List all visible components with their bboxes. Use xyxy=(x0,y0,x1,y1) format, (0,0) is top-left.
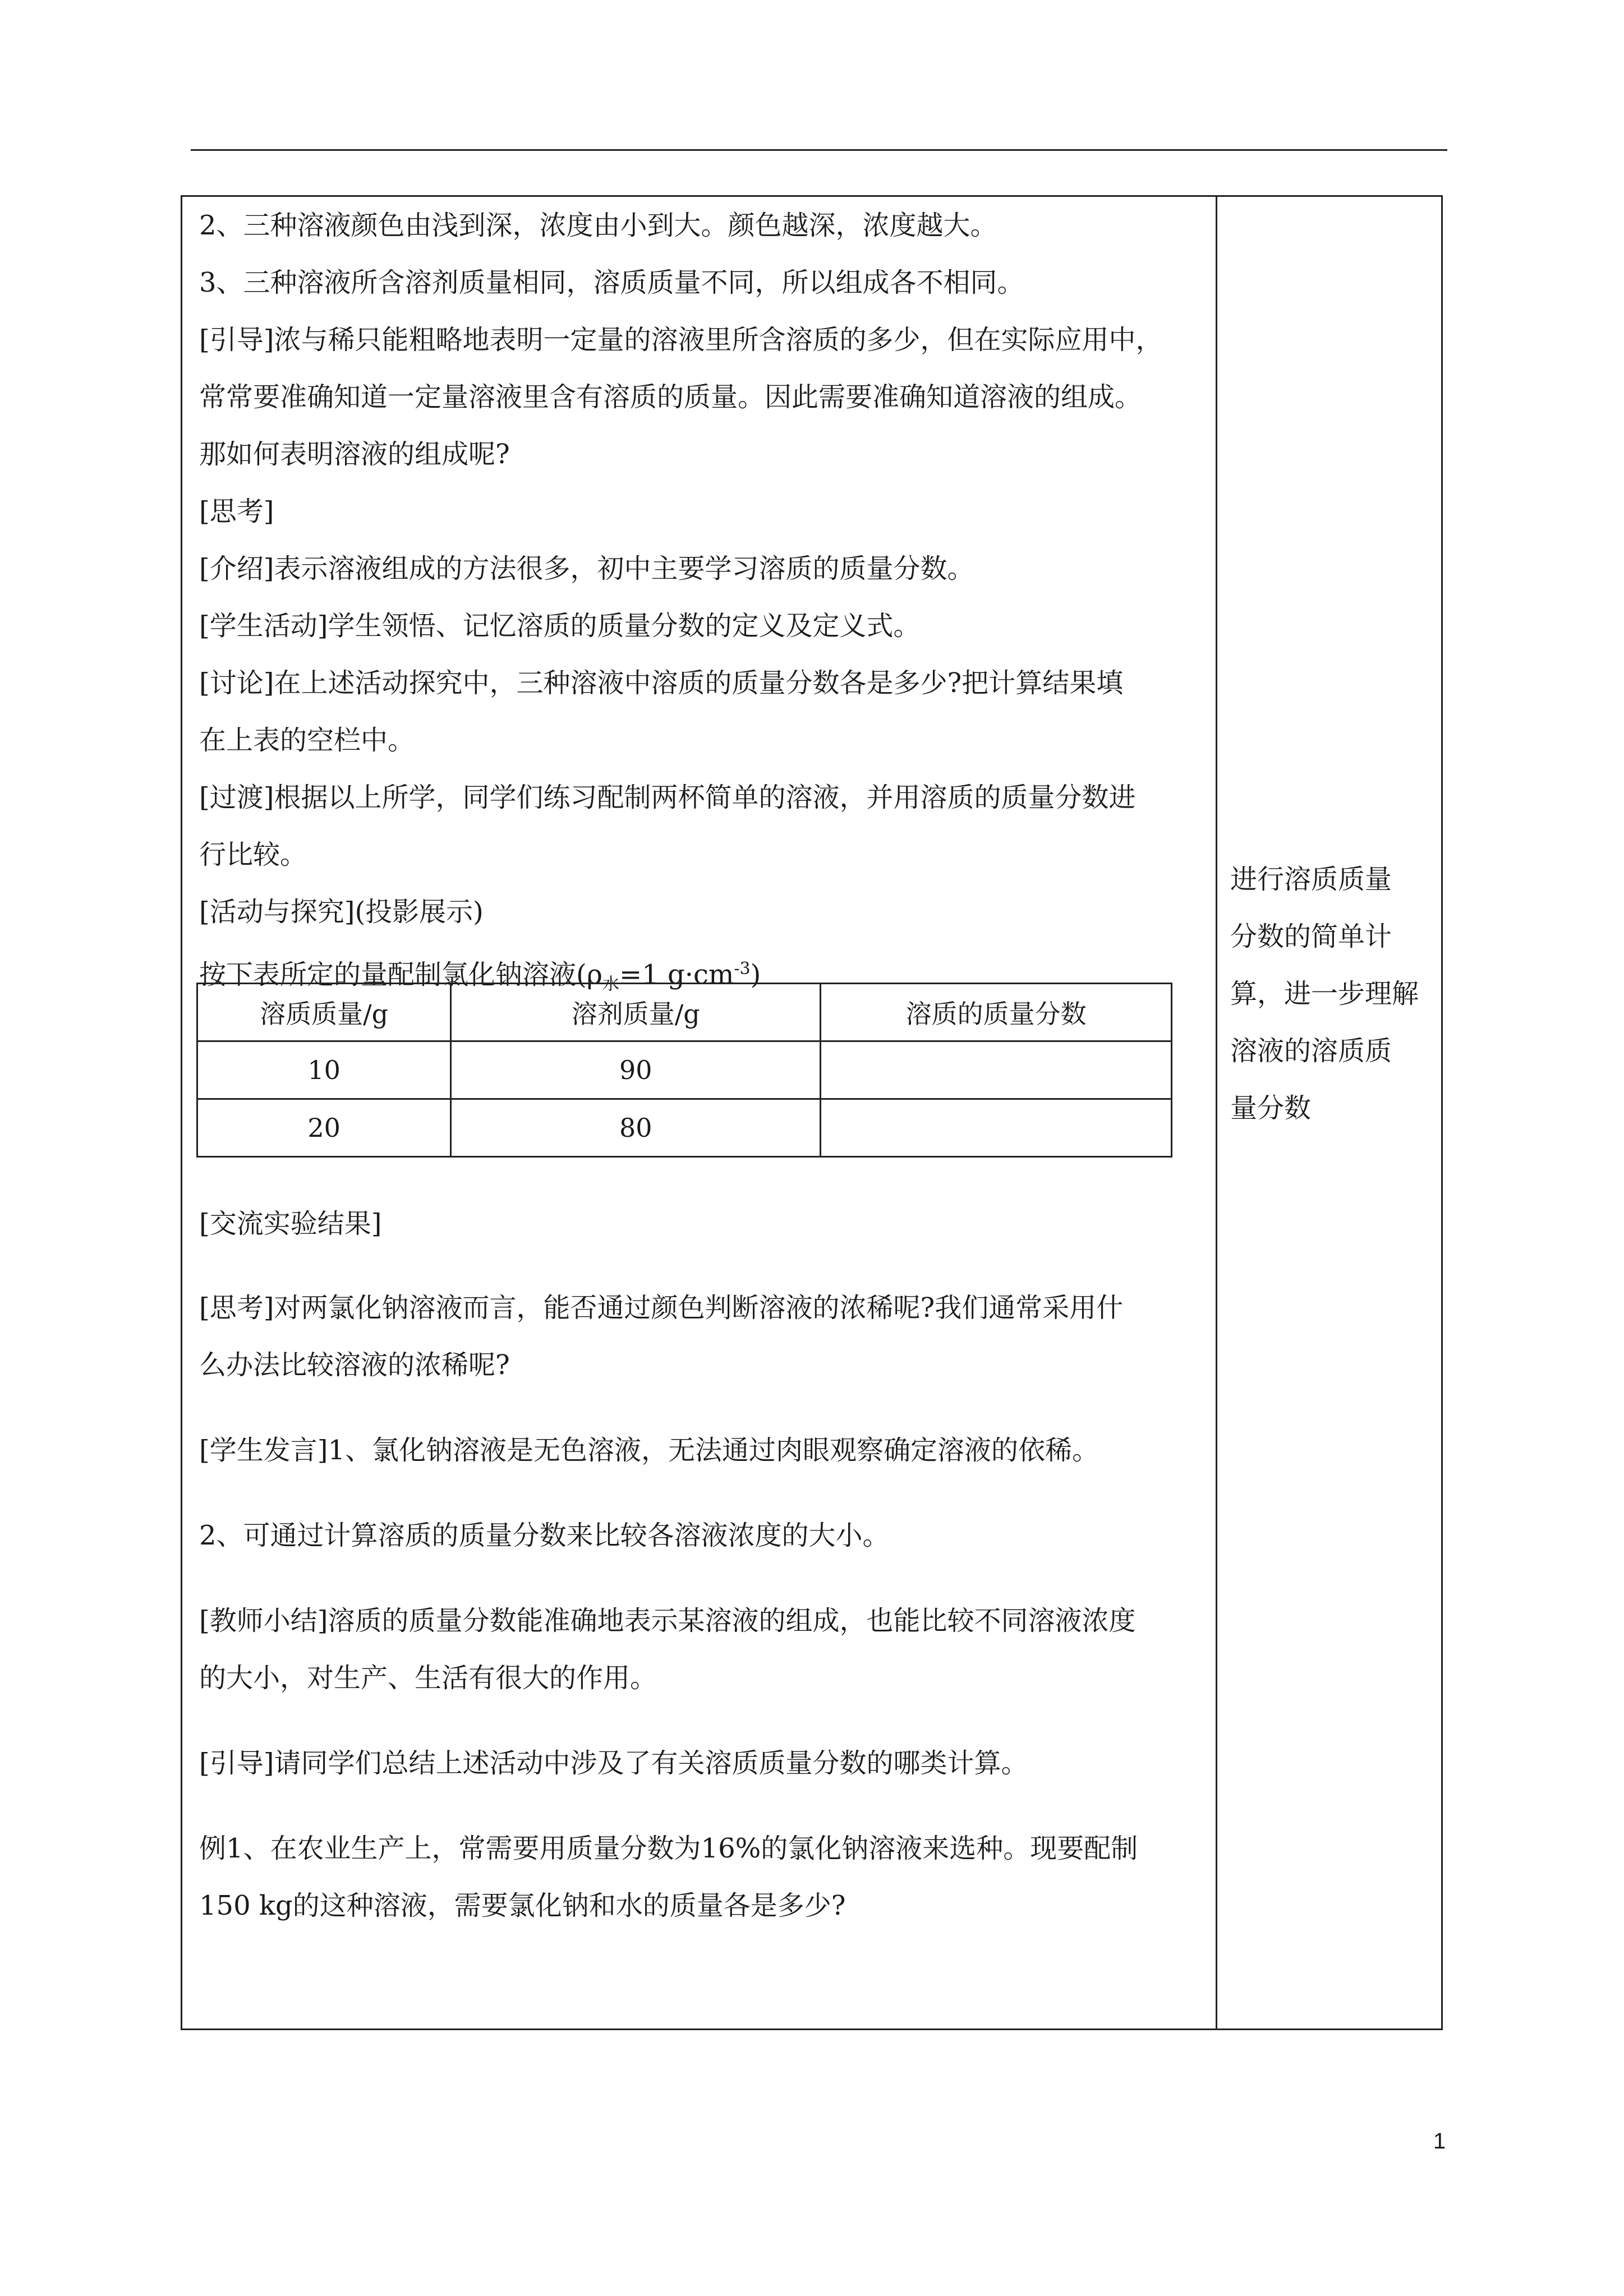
header-rule xyxy=(191,149,1447,151)
text-line: 在上表的空栏中。 xyxy=(199,725,415,756)
column-divider xyxy=(1216,197,1217,2028)
header-solute-mass: 溶质质量/g xyxy=(197,984,451,1041)
text-line: 行比较。 xyxy=(199,839,307,870)
table-cell: 10 xyxy=(197,1041,451,1099)
text-line: [引导]浓与稀只能粗略地表明一定量的溶液里所含溶质的多少，但在实际应用中， xyxy=(199,324,1163,356)
text-line: 的大小，对生产、生活有很大的作用。 xyxy=(199,1662,657,1694)
text-line: [活动与探究](投影展示) xyxy=(199,896,484,928)
prep-prefix: 按下表所定的量配制氯化钠溶液(ρ xyxy=(199,959,602,990)
text-line: [学生活动]学生领悟、记忆溶质的质量分数的定义及定义式。 xyxy=(199,610,921,642)
text-line: [引导]请同学们总结上述活动中涉及了有关溶质质量分数的哪类计算。 xyxy=(199,1748,1028,1779)
side-note-line: 分数的简单计 xyxy=(1230,921,1392,952)
table-cell: 20 xyxy=(197,1099,451,1157)
solution-table xyxy=(196,983,1172,1158)
text-line: [教师小结]溶质的质量分数能准确地表示某溶液的组成，也能比较不同溶液浓度 xyxy=(199,1605,1136,1636)
table-cell xyxy=(821,1099,1172,1157)
prep-mid: =1 g·cm xyxy=(619,959,734,990)
table-cell: 90 xyxy=(451,1041,821,1099)
text-line: 150 kg的这种溶液，需要氯化钠和水的质量各是多少? xyxy=(199,1890,846,1921)
header-mass-fraction: 溶质的质量分数 xyxy=(821,984,1172,1041)
prep-suffix: ) xyxy=(750,959,761,990)
text-line: [交流实验结果] xyxy=(199,1208,382,1239)
page-number: 1 xyxy=(1433,2129,1446,2154)
text-line: [过渡]根据以上所学，同学们练习配制两杯简单的溶液，并用溶质的质量分数进 xyxy=(199,782,1136,813)
text-line: 那如何表明溶液的组成呢? xyxy=(199,439,510,470)
text-line: [学生发言]1、氯化钠溶液是无色溶液，无法通过肉眼观察确定溶液的依稀。 xyxy=(199,1435,1099,1466)
text-line: [思考]对两氯化钠溶液而言，能否通过颜色判断溶液的浓稀呢?我们通常采用什 xyxy=(199,1292,1124,1324)
side-note-line: 溶液的溶质质 xyxy=(1230,1035,1392,1067)
text-line: 2、可通过计算溶质的质量分数来比较各溶液浓度的大小。 xyxy=(199,1520,890,1551)
side-note-line: 进行溶质质量 xyxy=(1230,864,1392,895)
table-header-row xyxy=(197,984,1172,1041)
prep-superscript: -3 xyxy=(734,959,751,979)
text-line: [思考] xyxy=(199,496,274,527)
side-note-line: 量分数 xyxy=(1230,1092,1312,1124)
text-line: 么办法比较溶液的浓稀呢? xyxy=(199,1349,510,1381)
text-line: 2、三种溶液颜色由浅到深，浓度由小到大。颜色越深，浓度越大。 xyxy=(199,210,997,241)
text-line: 常常要准确知道一定量溶液里含有溶质的质量。因此需要准确知道溶液的组成。 xyxy=(199,381,1142,413)
header-solvent-mass: 溶剂质量/g xyxy=(451,984,821,1041)
table-cell xyxy=(821,1041,1172,1099)
table-cell: 80 xyxy=(451,1099,821,1157)
text-line: 例1、在农业生产上，常需要用质量分数为16%的氯化钠溶液来选种。现要配制 xyxy=(199,1833,1138,1864)
text-line: [讨论]在上述活动探究中，三种溶液中溶质的质量分数各是多少?把计算结果填 xyxy=(199,667,1124,699)
table-row xyxy=(197,1099,1172,1157)
table-row xyxy=(197,1041,1172,1099)
prep-subscript: 水 xyxy=(602,974,619,994)
text-line: [介绍]表示溶液组成的方法很多，初中主要学习溶质的质量分数。 xyxy=(199,553,974,584)
text-line: 3、三种溶液所含溶剂质量相同，溶质质量不同，所以组成各不相同。 xyxy=(199,267,1024,298)
side-note-line: 算，进一步理解 xyxy=(1230,978,1419,1009)
